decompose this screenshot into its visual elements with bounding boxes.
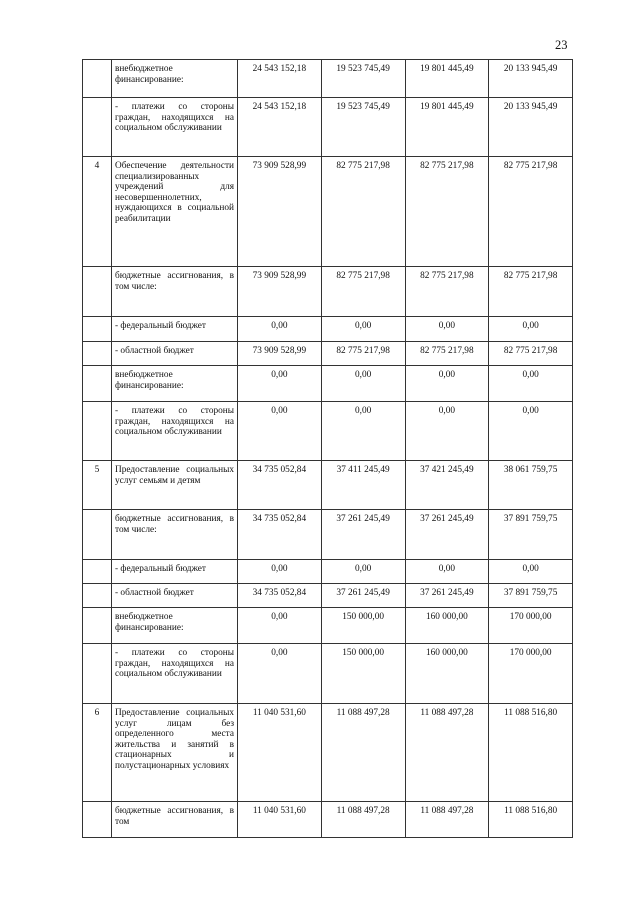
budget-table-body <box>83 60 573 838</box>
row-number-cell <box>83 402 112 461</box>
row-value-cell: 170 000,00 <box>489 608 573 644</box>
row-description-cell: - платежи со стороны граждан, находящихся на социальном обслуживании <box>112 98 238 157</box>
row-value-cell: 73 909 528,99 <box>238 342 322 366</box>
row-value-cell: 11 088 497,28 <box>321 704 405 802</box>
row-value-cell: 37 261 245,49 <box>321 510 405 560</box>
row-value-cell: 20 133 945,49 <box>489 60 573 98</box>
row-value-cell: 160 000,00 <box>405 608 489 644</box>
row-description-cell: - федеральный бюджет <box>112 317 238 342</box>
table-row <box>83 317 573 342</box>
row-value-cell: 11 088 516,80 <box>489 802 573 838</box>
row-value-cell: 11 040 531,60 <box>238 704 322 802</box>
row-value-cell: 19 523 745,49 <box>321 98 405 157</box>
table-row <box>83 60 573 98</box>
table-row <box>83 366 573 402</box>
row-value-cell: 37 421 245,49 <box>405 461 489 510</box>
row-value-cell: 38 061 759,75 <box>489 461 573 510</box>
row-value-cell: 0,00 <box>489 317 573 342</box>
row-value-cell: 37 411 245,49 <box>321 461 405 510</box>
row-value-cell: 82 775 217,98 <box>405 342 489 366</box>
row-value-cell: 73 909 528,99 <box>238 157 322 267</box>
row-value-cell: 19 523 745,49 <box>321 60 405 98</box>
row-number-cell <box>83 802 112 838</box>
row-value-cell: 34 735 052,84 <box>238 510 322 560</box>
row-value-cell: 82 775 217,98 <box>405 267 489 317</box>
row-value-cell: 82 775 217,98 <box>321 157 405 267</box>
table-row <box>83 267 573 317</box>
row-value-cell: 0,00 <box>238 608 322 644</box>
row-value-cell: 34 735 052,84 <box>238 461 322 510</box>
row-description-cell: Предоставление социальных услуг семьям и детям <box>112 461 238 510</box>
table-row <box>83 584 573 608</box>
row-value-cell: 34 735 052,84 <box>238 584 322 608</box>
row-description-cell: Предоставление социальных услуг лицам без определенного места жительства и занятий в стационарных и полустационарных условиях <box>112 704 238 802</box>
table-row <box>83 342 573 366</box>
table-row <box>83 608 573 644</box>
row-value-cell: 0,00 <box>489 402 573 461</box>
table-row <box>83 802 573 838</box>
row-value-cell: 73 909 528,99 <box>238 267 322 317</box>
row-description-cell: - платежи со стороны граждан, находящихся на социальном обслуживании <box>112 644 238 704</box>
row-number-cell <box>83 98 112 157</box>
row-number-cell <box>83 267 112 317</box>
row-value-cell: 82 775 217,98 <box>405 157 489 267</box>
table-row <box>83 157 573 267</box>
row-value-cell: 0,00 <box>238 560 322 584</box>
row-number-cell <box>83 510 112 560</box>
table-row <box>83 461 573 510</box>
row-value-cell: 0,00 <box>489 366 573 402</box>
row-description-cell: бюджетные ассигнования, в том числе: <box>112 267 238 317</box>
row-value-cell: 82 775 217,98 <box>321 267 405 317</box>
row-number-cell <box>83 342 112 366</box>
row-value-cell: 0,00 <box>321 560 405 584</box>
row-value-cell: 37 261 245,49 <box>405 584 489 608</box>
row-value-cell: 150 000,00 <box>321 644 405 704</box>
row-value-cell: 0,00 <box>405 402 489 461</box>
row-description-cell: бюджетные ассигнования, в том числе: <box>112 510 238 560</box>
row-value-cell: 82 775 217,98 <box>489 157 573 267</box>
row-number-cell: 6 <box>83 704 112 802</box>
row-value-cell: 0,00 <box>321 402 405 461</box>
row-value-cell: 170 000,00 <box>489 644 573 704</box>
row-value-cell: 160 000,00 <box>405 644 489 704</box>
row-description-cell: внебюджетное финансирование: <box>112 366 238 402</box>
table-row <box>83 98 573 157</box>
row-value-cell: 11 040 531,60 <box>238 802 322 838</box>
row-value-cell: 150 000,00 <box>321 608 405 644</box>
row-value-cell: 0,00 <box>238 644 322 704</box>
row-value-cell: 0,00 <box>238 317 322 342</box>
row-value-cell: 37 261 245,49 <box>321 584 405 608</box>
row-description-cell: - областной бюджет <box>112 342 238 366</box>
row-value-cell: 0,00 <box>238 402 322 461</box>
row-description-cell: внебюджетное финансирование: <box>112 608 238 644</box>
row-value-cell: 20 133 945,49 <box>489 98 573 157</box>
row-value-cell: 0,00 <box>405 366 489 402</box>
row-value-cell: 0,00 <box>321 317 405 342</box>
page-number: 23 <box>555 38 568 52</box>
table-row <box>83 510 573 560</box>
row-value-cell: 11 088 516,80 <box>489 704 573 802</box>
table-row <box>83 560 573 584</box>
row-value-cell: 82 775 217,98 <box>321 342 405 366</box>
budget-table <box>82 59 573 838</box>
row-value-cell: 37 261 245,49 <box>405 510 489 560</box>
row-value-cell: 0,00 <box>238 366 322 402</box>
row-description-cell: бюджетные ассигнования, в том <box>112 802 238 838</box>
row-description-cell: внебюджетное финансирование: <box>112 60 238 98</box>
row-description-cell: - платежи со стороны граждан, находящихся на социальном обслуживании <box>112 402 238 461</box>
row-value-cell: 37 891 759,75 <box>489 584 573 608</box>
row-description-cell: - областной бюджет <box>112 584 238 608</box>
row-number-cell <box>83 366 112 402</box>
row-number-cell <box>83 317 112 342</box>
row-number-cell: 4 <box>83 157 112 267</box>
row-value-cell: 82 775 217,98 <box>489 342 573 366</box>
row-number-cell <box>83 608 112 644</box>
row-description-cell: - федеральный бюджет <box>112 560 238 584</box>
row-number-cell <box>83 60 112 98</box>
row-description-cell: Обеспечение деятельности специализированных учреждений для несовершеннолетних, нуждающихся в социальной реабилитации <box>112 157 238 267</box>
row-value-cell: 11 088 497,28 <box>405 704 489 802</box>
table-row <box>83 402 573 461</box>
row-value-cell: 0,00 <box>489 560 573 584</box>
row-value-cell: 0,00 <box>321 366 405 402</box>
row-number-cell <box>83 584 112 608</box>
row-number-cell <box>83 644 112 704</box>
row-value-cell: 24 543 152,18 <box>238 60 322 98</box>
row-value-cell: 0,00 <box>405 560 489 584</box>
table-row <box>83 644 573 704</box>
row-value-cell: 19 801 445,49 <box>405 60 489 98</box>
row-number-cell <box>83 560 112 584</box>
table-row <box>83 704 573 802</box>
row-value-cell: 37 891 759,75 <box>489 510 573 560</box>
row-value-cell: 82 775 217,98 <box>489 267 573 317</box>
row-value-cell: 11 088 497,28 <box>405 802 489 838</box>
row-value-cell: 19 801 445,49 <box>405 98 489 157</box>
row-value-cell: 24 543 152,18 <box>238 98 322 157</box>
row-value-cell: 11 088 497,28 <box>321 802 405 838</box>
row-value-cell: 0,00 <box>405 317 489 342</box>
row-number-cell: 5 <box>83 461 112 510</box>
